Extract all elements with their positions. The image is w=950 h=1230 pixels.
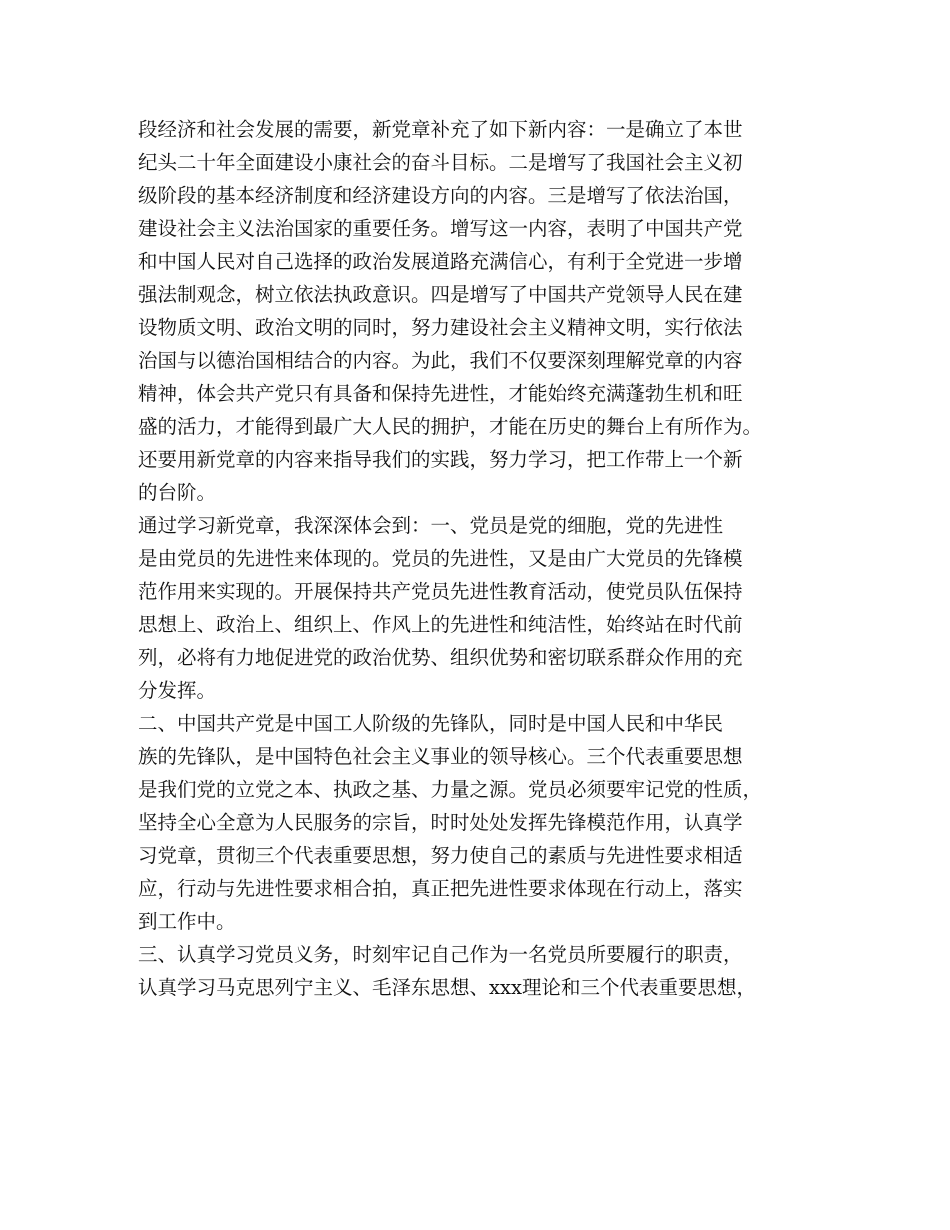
text-line: 是由党员的先进性来体现的。党员的先进性，又是由广大党员的先锋模 <box>138 547 743 570</box>
text-line: 段经济和社会发展的需要，新党章补充了如下新内容：一是确立了本世 <box>138 118 743 141</box>
text-line: 思想上、政治上、组织上、作风上的先进性和纯洁性，始终站在时代前 <box>138 613 743 636</box>
text-line: 二、中国共产党是中国工人阶级的先锋队，同时是中国人民和中华民 <box>138 712 724 735</box>
text-line: 坚持全心全意为人民服务的宗旨，时时处处发挥先锋模范作用，认真学 <box>138 811 743 834</box>
text-line: 范作用来实现的。开展保持共产党员先进性教育活动，使党员队伍保持 <box>138 580 743 603</box>
text-line: 设物质文明、政治文明的同时，努力建设社会主义精神文明，实行依法 <box>138 316 743 339</box>
text-line: 精神，体会共产党只有具备和保持先进性，才能始终充满蓬勃生机和旺 <box>138 382 743 405</box>
text-line: 族的先锋队，是中国特色社会主义事业的领导核心。三个代表重要思想 <box>138 745 743 768</box>
text-line: 应，行动与先进性要求相合拍，真正把先进性要求体现在行动上，落实 <box>138 877 743 900</box>
text-line: 建设社会主义法治国家的重要任务。增写这一内容，表明了中国共产党 <box>138 217 743 240</box>
text-line: 盛的活力，才能得到最广大人民的拥护，才能在历史的舞台上有所作为。 <box>138 415 763 438</box>
text-line: 治国与以德治国相结合的内容。为此，我们不仅要深刻理解党章的内容 <box>138 349 743 372</box>
text-line: 通过学习新党章，我深深体会到：一、党员是党的细胞，党的先进性 <box>138 514 724 537</box>
text-line: 分发挥。 <box>138 679 217 702</box>
text-line: 纪头二十年全面建设小康社会的奋斗目标。二是增写了我国社会主义初 <box>138 151 743 174</box>
text-line: 三、认真学习党员义务，时刻牢记自己作为一名党员所要履行的职责， <box>138 943 743 966</box>
text-line: 的台阶。 <box>138 481 217 504</box>
text-line: 和中国人民对自己选择的政治发展道路充满信心，有利于全党进一步增 <box>138 250 743 273</box>
text-line: 到工作中。 <box>138 910 236 933</box>
text-line: 是我们党的立党之本、执政之基、力量之源。党员必须要牢记党的性质， <box>138 778 763 801</box>
text-line: 强法制观念，树立依法执政意识。四是增写了中国共产党领导人民在建 <box>138 283 743 306</box>
text-line: 列，必将有力地促进党的政治优势、组织优势和密切联系群众作用的充 <box>138 646 743 669</box>
text-line: 习党章，贯彻三个代表重要思想，努力使自己的素质与先进性要求相适 <box>138 844 743 867</box>
body-text <box>138 113 838 1004</box>
text-line: 还要用新党章的内容来指导我们的实践，努力学习，把工作带上一个新 <box>138 448 743 471</box>
text-line: 级阶段的基本经济制度和经济建设方向的内容。三是增写了依法治国， <box>138 184 743 207</box>
text-line: 认真学习马克思列宁主义、毛泽东思想、xxx理论和三个代表重要思想， <box>138 976 756 999</box>
